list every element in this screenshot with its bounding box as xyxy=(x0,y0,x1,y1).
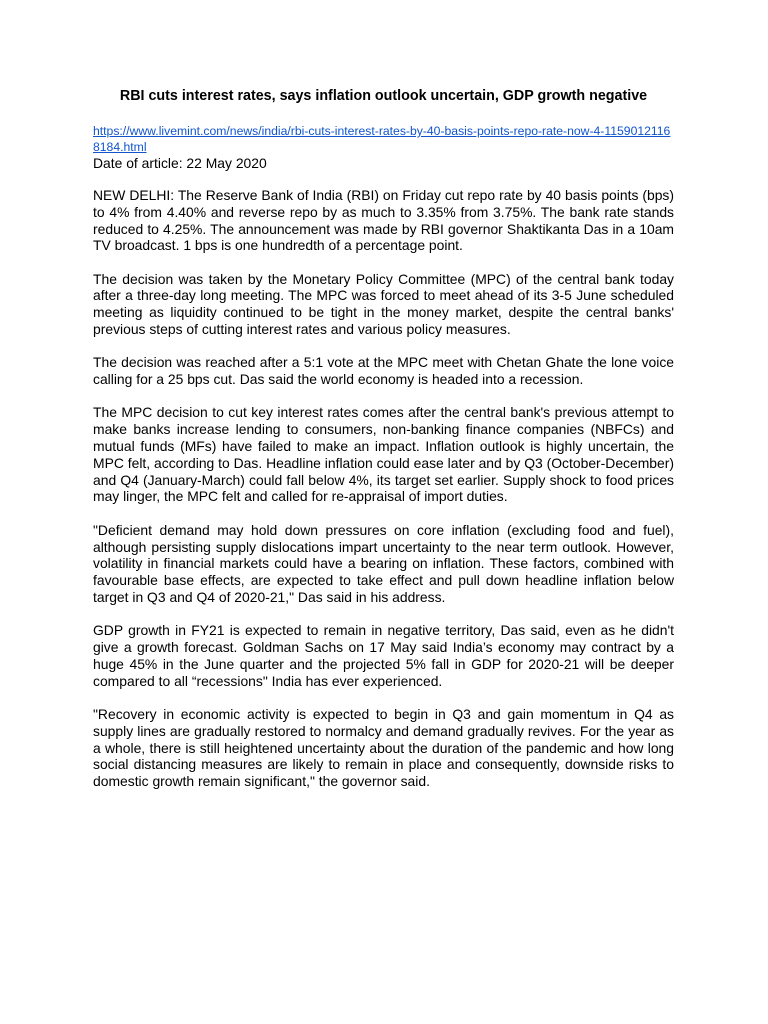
article-paragraph: The decision was reached after a 5:1 vote at the MPC meet with Chetan Ghate the lone voice calling for a 25 bps cut. Das said the world economy is headed into a recession. xyxy=(93,354,674,388)
article-title: RBI cuts interest rates, says inflation outlook uncertain, GDP growth negative xyxy=(119,88,648,104)
article-paragraph: "Deficient demand may hold down pressures on core inflation (excluding food and fuel), although persisting supply dislocations impart uncertainty to the near term outlook. However, volatility in financial markets could have a bearing on inflation. These factors, combined with favourable base effects, are expected to take effect and pull down headline inflation below target in Q3 and Q4 of 2020-21," Das said in his address. xyxy=(93,521,674,605)
article-paragraph: GDP growth in FY21 is expected to remain in negative territory, Das said, even as he didn't give a growth forecast. Goldman Sachs on 17 May said India’s economy may contract by a huge 45% in the June quarter and the projected 5% fall in GDP for 2020-21 will be deeper compared to all “recessions" India has ever experienced. xyxy=(93,622,674,689)
article-date: Date of article: 22 May 2020 xyxy=(93,155,267,171)
article-paragraph: The decision was taken by the Monetary Policy Committee (MPC) of the central bank today after a three-day long meeting. The MPC was forced to meet ahead of its 3-5 June scheduled meeting as liquidity continued to be tight in the money market, despite the central banks' previous steps of cutting interest rates and various policy measures. xyxy=(93,270,674,338)
document-page xyxy=(93,86,674,806)
article-paragraph: NEW DELHI: The Reserve Bank of India (RBI) on Friday cut repo rate by 40 basis points (bps) to 4% from 4.40% and reverse repo by as much to 3.35% from 3.75%. The bank rate stands reduced to 4.25%. The announcement was made by RBI governor Shaktikanta Das in a 10am TV broadcast. 1 bps is one hundredth of a percentage point. xyxy=(93,187,674,254)
article-paragraph: "Recovery in economic activity is expected to begin in Q3 and gain momentum in Q4 as supply lines are gradually restored to normalcy and demand gradually revives. For the year as a whole, there is still heightened uncertainty about the duration of the pandemic and how long social distancing measures are likely to remain in place and consequently, downside risks to domestic growth remain significant," the governor said. xyxy=(93,705,674,790)
article-paragraph: The MPC decision to cut key interest rates comes after the central bank's previous attempt to make banks increase lending to consumers, non-banking finance companies (NBFCs) and mutual funds (MFs) have failed to make an impact. Inflation outlook is highly uncertain, the MPC felt, according to Das. Headline inflation could ease later and by Q3 (October-December) and Q4 (January-March) could fall below 4%, its target set earlier. Supply shock to food prices may linger, the MPC felt and called for re-appraisal of import duties. xyxy=(93,404,674,505)
article-source-link[interactable]: https://www.livemint.com/news/india/rbi-cuts-interest-rates-by-40-basis-points-repo-rate-now-4-11590121168184.html xyxy=(93,124,671,154)
